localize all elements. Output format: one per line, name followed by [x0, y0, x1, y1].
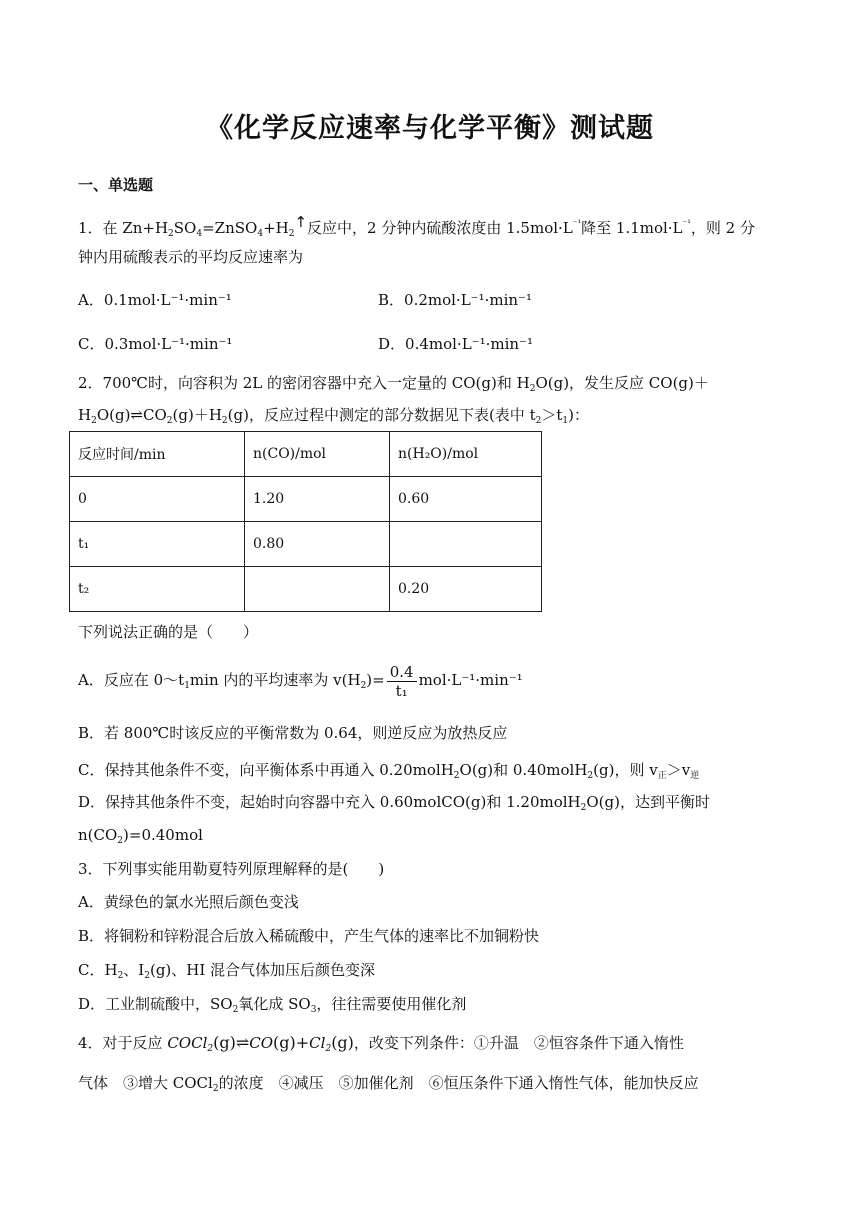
fraction: $\frac{0.4}{\text{t₁}}$ — [387, 663, 417, 700]
question-3-option-d: D．工业制硫酸中，$SO_2$氧化成 $SO_3$，往往需要使用催化剂 — [78, 995, 467, 1015]
table-cell: 1.20 — [245, 477, 390, 522]
table-cell: t₂ — [70, 567, 245, 612]
question-2-option-d: D．保持其他条件不变，起始时向容器中充入 0.60molCO(g)和 1.20molH$_2$O(g)，达到平衡时 — [78, 793, 710, 813]
page-title: 《化学反应速率与化学平衡》测试题 — [206, 113, 654, 144]
table-cell: 0 — [70, 477, 245, 522]
question-2-option-b: B．若 800℃时该反应的平衡常数为 0.64，则逆反应为放热反应 — [78, 724, 508, 742]
table-cell: 0.60 — [390, 477, 542, 522]
question-4-line-2: 气体 ③增大 COCl$_2$的浓度 ④减压 ⑤加催化剂 ⑥恒压条件下通入惰性气体，能加快反应 — [78, 1074, 699, 1094]
table-cell — [245, 567, 390, 612]
question-2-option-c: C．保持其他条件不变，向平衡体系中再通入 0.20molH$_2$O(g)和 0.40molH$_2$(g)，则 $v_正>v_逆$ — [78, 761, 700, 781]
question-3-option-a: A．黄绿色的氯水光照后颜色变浅 — [78, 893, 299, 911]
table-header-cell: n(CO)/mol — [245, 432, 390, 477]
table-cell: t₁ — [70, 522, 245, 567]
question-2-option-d-line-2: $n(CO_2)=0.40mol$ — [78, 826, 203, 846]
table-row — [70, 477, 542, 522]
table-cell: 0.20 — [390, 567, 542, 612]
table-header-cell: 反应时间/min — [70, 432, 245, 477]
question-2-stem: 下列说法正确的是（ ） — [78, 623, 259, 641]
question-1-option-c: C．0.3mol·L⁻¹·min⁻¹ — [78, 335, 233, 353]
reaction-equation: $COCl_2(g)\rightleftharpoons CO(g)+Cl_2(g)$ — [167, 1033, 354, 1054]
question-1-line-2: 钟内用硫酸表示的平均反应速率为 — [78, 248, 304, 266]
question-1-line-1: 1．在 $Zn+H_2SO_4=ZnSO_4+H_2↑$反应中，2 分钟内硫酸浓度由 $1.5mol\cdot L^{^{-1}}$降至 $1.1mol\cdot L^{^{-1}}$，则 2 分 — [78, 213, 755, 239]
question-2-line-1: 2．700℃时，向容积为 2L 的密闭容器中充入一定量的 CO(g)和 $H_2O(g)$，发生反应 CO(g)＋ — [78, 374, 709, 394]
question-1-option-b: B．0.2mol·L⁻¹·min⁻¹ — [378, 291, 532, 309]
table-header-cell: n(H₂O)/mol — [390, 432, 542, 477]
question-3-option-c: C．$H_2$、$I_2(g)$、HI 混合气体加压后颜色变深 — [78, 961, 376, 981]
question-2-option-a: A．反应在 $0\sim t_1\min$ 内的平均速率为 $v(H_2)=$ $\frac{0.4}{\text{t₁}}$ mol·L⁻¹·min⁻¹ — [78, 662, 523, 700]
question-4-line-1: 4．对于反应 $COCl_2(g)\rightleftharpoons CO(g)+Cl_2(g)$，改变下列条件：①升温 ②恒容条件下通入惰性 — [78, 1033, 684, 1054]
question-1-option-a: A．0.1mol·L⁻¹·min⁻¹ — [78, 291, 232, 309]
question-3-stem: 3．下列事实能用勒夏特列原理解释的是( ) — [78, 860, 385, 878]
table-header-row — [70, 432, 542, 477]
data-table — [69, 431, 542, 612]
table-row — [70, 567, 542, 612]
table-row — [70, 522, 542, 567]
table-cell: 0.80 — [245, 522, 390, 567]
question-2-line-2: $H_2O(g)\rightleftharpoons CO_2(g)+H_2(g)$，反应过程中测定的部分数据见下表(表中 $t_2>t_1$)： — [78, 406, 589, 426]
table-cell — [390, 522, 542, 567]
question-3-option-b: B．将铜粉和锌粉混合后放入稀硫酸中，产生气体的速率比不加铜粉快 — [78, 927, 540, 945]
question-1-option-d: D．0.4mol·L⁻¹·min⁻¹ — [378, 335, 533, 353]
section-heading: 一、单选题 — [78, 176, 154, 194]
gas-arrow-icon: ↑ — [294, 213, 308, 231]
